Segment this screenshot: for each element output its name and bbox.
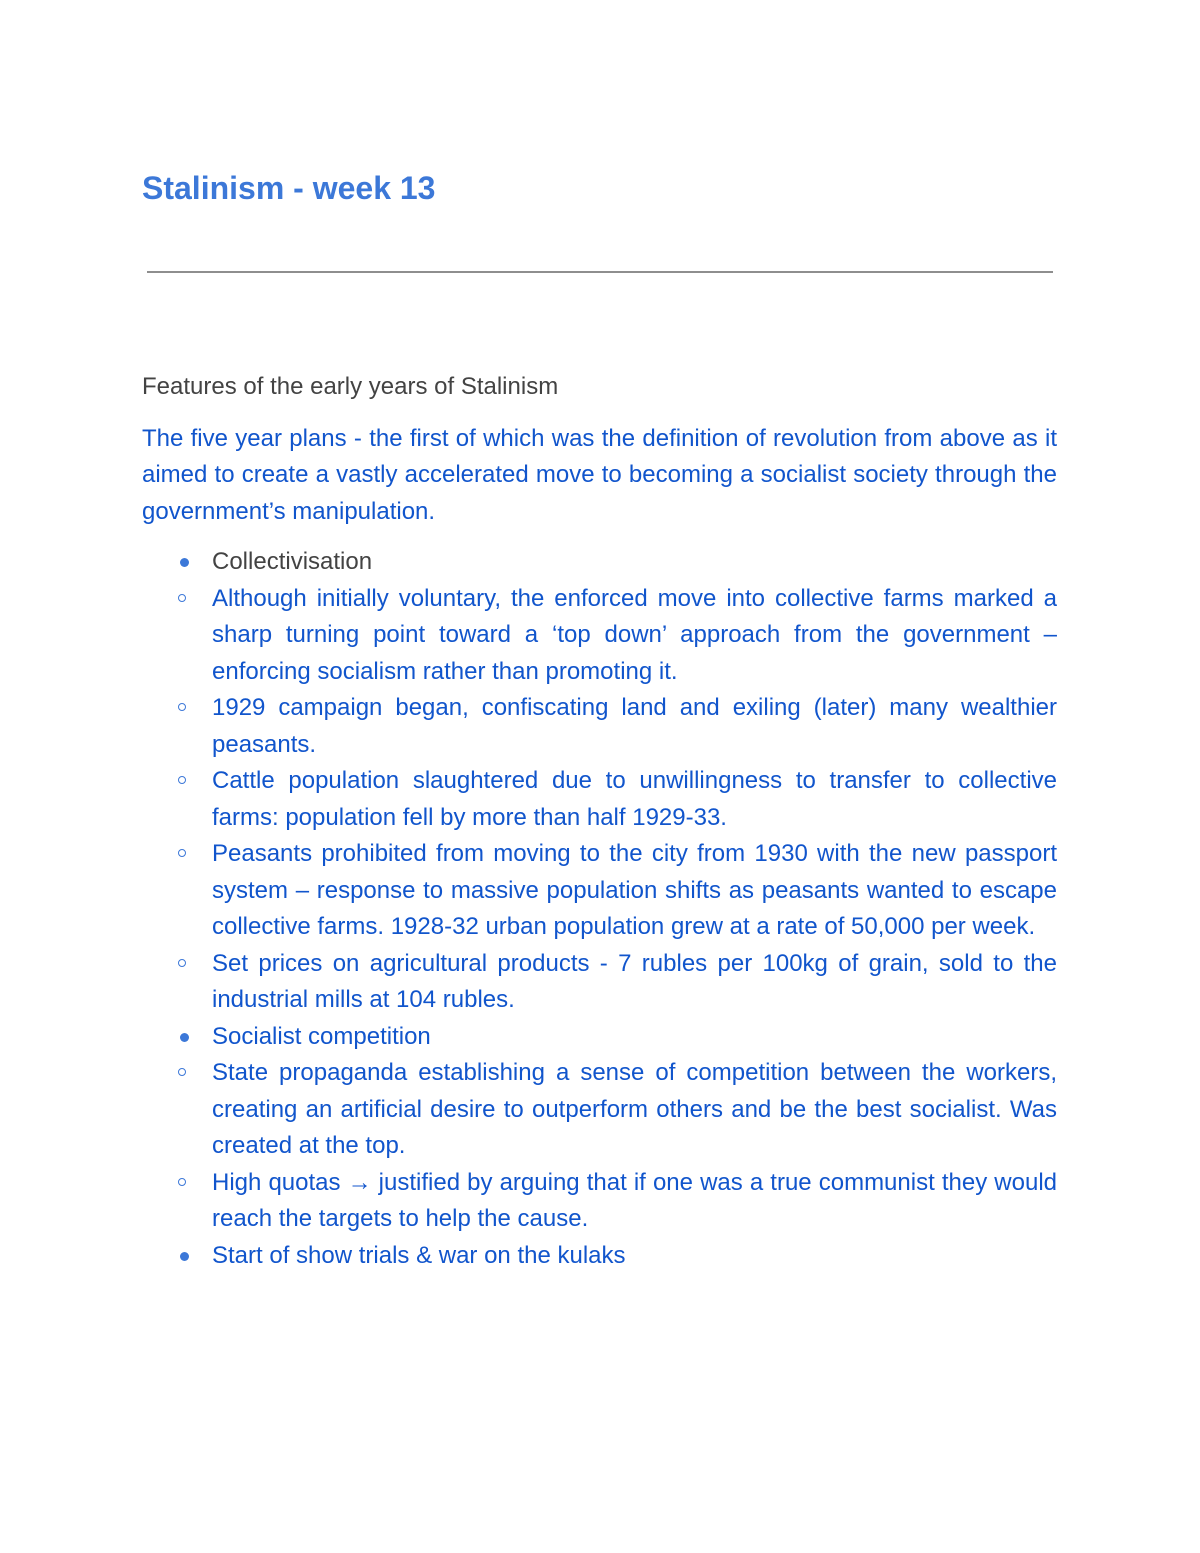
sub-bullet-list (212, 1055, 1057, 1238)
filled-bullet-icon (180, 1033, 189, 1042)
bullet-list (142, 544, 1057, 1274)
hollow-bullet-icon (178, 1068, 186, 1076)
sub-list-item (212, 690, 1057, 763)
hollow-bullet-icon (178, 594, 186, 602)
list-item-label: Socialist competition (212, 1022, 431, 1050)
sub-list-item-text: Peasants prohibited from moving to the city from 1930 with the new passport system – response to massive population shifts as peasants wanted to escape collective farms. 1928-32 urban population grew at a rate of 50,000 per week. (212, 840, 1057, 940)
section-subheading: Features of the early years of Stalinism (142, 373, 559, 400)
hollow-bullet-icon (178, 776, 186, 784)
hollow-bullet-icon (178, 959, 186, 967)
list-item-collectivisation (142, 544, 1057, 1019)
sub-list-item (212, 763, 1057, 836)
sub-list-item-text: State propaganda establishing a sense of competition between the workers, creating an artificial desire to outperform others and be the best socialist. Was created at the top. (212, 1059, 1057, 1159)
sub-list-item (212, 1055, 1057, 1165)
hollow-bullet-icon (178, 849, 186, 857)
list-item-socialist-competition (142, 1019, 1057, 1238)
hollow-bullet-icon (178, 703, 186, 711)
horizontal-rule (147, 271, 1053, 273)
filled-bullet-icon (180, 558, 189, 567)
document-body (142, 369, 1057, 1274)
page-title: Stalinism - week 13 (142, 170, 436, 206)
sub-list-item (212, 581, 1057, 691)
sub-list-item-text: Cattle population slaughtered due to unwillingness to transfer to collective farms: population fell by more than half 1929-33. (212, 767, 1057, 831)
list-item-label: Collectivisation (212, 548, 373, 575)
sub-list-item-text: High quotas → justified by arguing that if one was a true communist they would reach the targets to help the cause. (212, 1168, 1057, 1232)
filled-bullet-icon (180, 1252, 189, 1261)
sub-list-item (212, 836, 1057, 946)
sub-bullet-list (212, 581, 1057, 1019)
list-item-label: Start of show trials & war on the kulaks (212, 1241, 626, 1269)
sub-list-item-text: Although initially voluntary, the enforced move into collective farms marked a sharp turning point toward a ‘top down’ approach from the government – enforcing socialism rather than promoting it. (212, 584, 1057, 685)
hollow-bullet-icon (178, 1178, 186, 1186)
sub-list-item-text: Set prices on agricultural products - 7 rubles per 100kg of grain, sold to the industrial mills at 104 rubles. (212, 949, 1057, 1013)
sub-list-item-text: 1929 campaign began, confiscating land and exiling (later) many wealthier peasants. (212, 694, 1057, 758)
sub-list-item (212, 946, 1057, 1019)
sub-list-item (212, 1165, 1057, 1238)
list-item-show-trials (142, 1238, 1057, 1275)
intro-paragraph: The five year plans - the first of which was the definition of revolution from above as it aimed to create a vastly accelerated move to becoming a socialist society through the government’s manipulation. (142, 424, 1057, 525)
